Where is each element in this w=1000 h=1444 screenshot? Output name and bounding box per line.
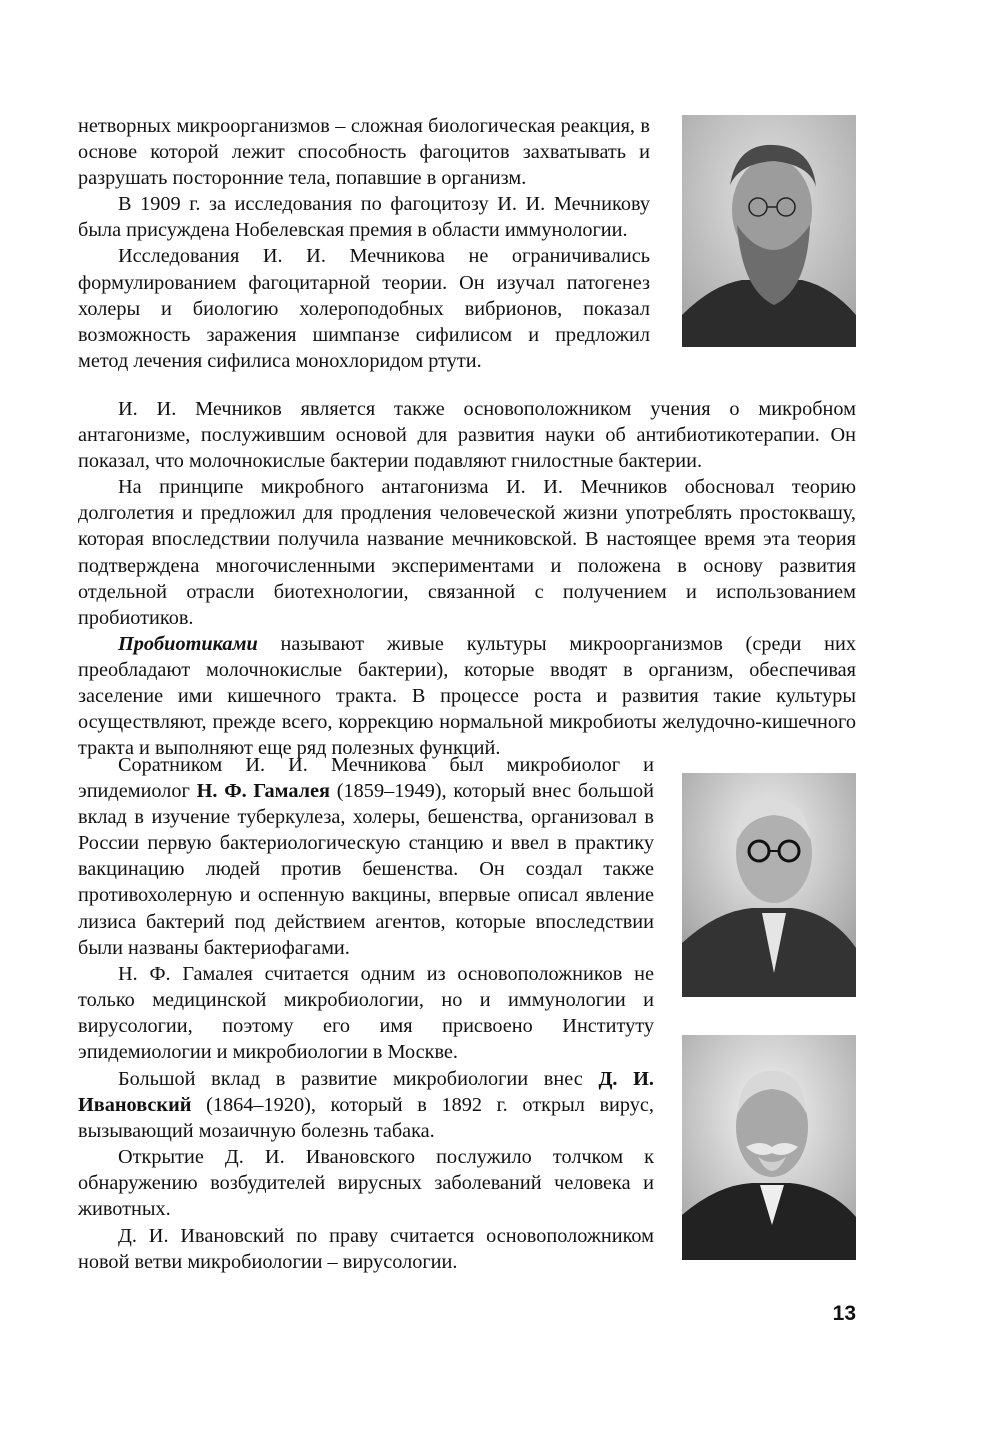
text-block-mechnikov — [78, 113, 650, 374]
text-block-gamaleya — [78, 752, 654, 1065]
page-number: 13 — [832, 1302, 856, 1325]
text-block-ivanovsky — [78, 1066, 654, 1275]
paragraph: На принципе микробного антагонизма И. И. Мечников обосновал теорию долголетия и предложил для продления человеческой жизни употреблять простоквашу, которая впоследствии получила название мечниковской. В настоящее время эта теория подтверждена многочисленными экспериментами и положена в основу развития отдельной отрасли биотехнологии, связанной с получением и использованием пробиотиков. — [78, 476, 856, 629]
paragraph: В 1909 г. за исследования по фагоцитозу И. И. Мечникову была присуждена Нобелевская премия в области иммунологии. — [78, 193, 650, 242]
paragraph: Пробиотиками называют живые культуры микроорганизмов (среди них преобладают молочнокислые бактерии), которые вводят в организм, обеспечивая заселение ими кишечного тракта. В процессе роста и развития такие культуры осуществляют, прежде всего, коррекцию нормальной микробиоты желудочно-кишечного тракта и выполняют еще ряд полезных функций. — [78, 632, 856, 760]
person-name: Д. И. Ивановский — [78, 1068, 654, 1117]
paragraph: нетворных микроорганизмов – сложная биологическая реакция, в основе которой лежит способность фагоцитов захватывать и разрушать посторонние тела, попавшие в организм. — [78, 115, 650, 190]
portrait-ivanovsky — [682, 1035, 856, 1260]
paragraph: Н. Ф. Гамалея считается одним из основоположников не только медицинской микробиологии, но и иммунологии и вирусологии, поэтому его имя присвоено Институту эпидемиологии и микробиологии в Москве. — [78, 962, 654, 1064]
paragraph: Открытие Д. И. Ивановского послужило толчком к обнаружению возбудителей вирусных заболеваний человека и животных. — [78, 1146, 654, 1221]
paragraph: И. И. Мечников является также основоположником учения о микробном антагонизме, послужившим основой для развития науки об антибиотикотерапии. Он показал, что молочнокислые бактерии подавляют гнилостные бактерии. — [78, 398, 856, 473]
portrait-gamaleya — [682, 773, 856, 997]
paragraph: Д. И. Ивановский по праву считается основоположником новой ветви микробиологии – вирусологии. — [78, 1224, 654, 1273]
paragraph: Соратником И. И. Мечникова был микробиолог и эпидемиолог Н. Ф. Гамалея (1859–1949), который внес большой вклад в изучение туберкулеза, холеры, бешенства, организовал в России первую бактериологическую станцию и ввел в практику вакцинацию людей против бешенства. Он создал также противохолерную и оспенную вакцины, впервые описал явление лизиса бактерий под действием агентов, которые впоследствии были названы бактериофагами. — [78, 754, 654, 959]
term-probiotics: Пробиотиками — [118, 632, 258, 655]
paragraph: Большой вклад в развитие микробиологии внес Д. И. Ивановский (1864–1920), который в 1892 г. открыл вирус, вызывающий мозаичную болезнь табака. — [78, 1068, 654, 1143]
portrait-mechnikov — [682, 115, 856, 347]
paragraph: Исследования И. И. Мечникова не ограничивались формулированием фагоцитарной теории. Он изучал патогенез холеры и биологию холероподобных вибрионов, показал возможность заражения шимпанзе сифилисом и предложил метод лечения сифилиса монохлоридом ртути. — [78, 245, 650, 372]
text-block-antagonism — [78, 396, 856, 761]
person-name: Н. Ф. Гамалея — [196, 780, 331, 803]
